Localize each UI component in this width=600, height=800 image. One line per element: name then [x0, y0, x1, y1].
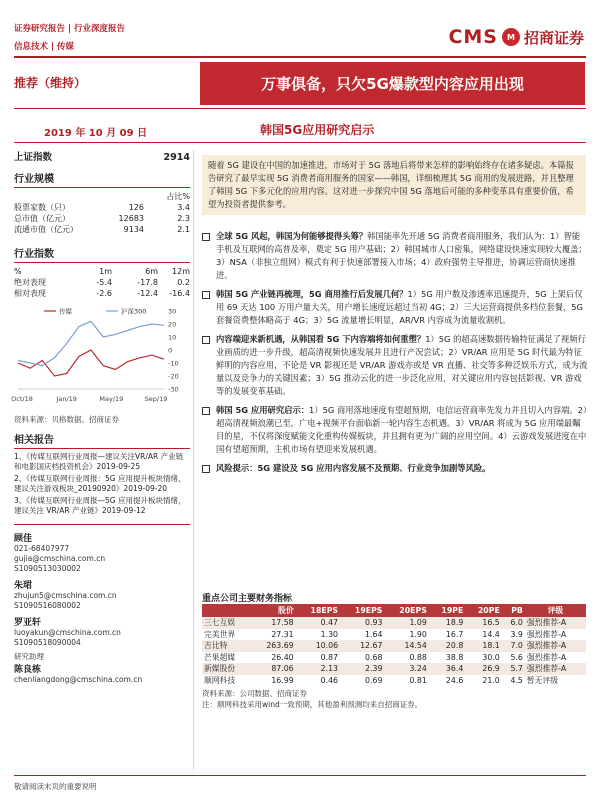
- fin-table-cell: 0.93: [340, 617, 384, 629]
- fin-table-cell: 0.69: [365, 675, 383, 685]
- key-point: [202, 404, 588, 456]
- key-points: [202, 230, 588, 481]
- fin-table-cell: 18.9: [429, 617, 465, 629]
- fin-table-cell: 26.40: [271, 652, 294, 662]
- fin-table-cell: 5.7: [502, 663, 525, 675]
- industry-scale-row: 股票家数（只） 126 3.4: [14, 203, 190, 212]
- fin-table-cell: 6.0: [502, 617, 525, 629]
- key-point-text: 1）5G 的超高速数据传输特征满足了视频行业画质的进一步升级，超高清视频快速发展并且进行产况尝试；2）VR/AR 应用是 5G 时代最为特征鲜明的内容应用，不论是 VR 影视还是 VR/AR 游戏亦或是 VR 直播、社交等多种泛娱乐方式，成为流量以及竞争力的关键因素；3）5G 推动云化的进一步泛化应用，对关键应用内容包括影视、VR 游戏等的发展变革基础。: [216, 334, 588, 396]
- fin-table-cell: 0.46: [320, 675, 339, 685]
- fin-table-cell: 18.1: [465, 640, 501, 652]
- related-report-item[interactable]: 2、《传媒互联网行业周报：5G 应用提升板块情绪，建议关注游戏板块_20190920》2019-09-20: [14, 474, 186, 493]
- fin-table-header: 股价 18EPS 19EPS 20EPS 19PE 20PE PB 评级: [202, 604, 586, 617]
- industry-index-chart: [11, 303, 190, 409]
- company-name-cell: 完美世界: [204, 629, 236, 639]
- fin-table-cell: 16.7: [445, 629, 464, 639]
- industry-scale-row: 流通市值（亿元） 9134 2.1: [14, 225, 190, 234]
- key-point-text: 5G 建设及 5G 应用内容发展不及预期、行业竞争加剧等风险。: [257, 463, 491, 473]
- fin-table-cell: 2.13: [296, 663, 340, 675]
- company-name-cell: 顺网科技: [204, 675, 236, 685]
- fin-table-note: 注：顺网科技采用wind一致预期，其他盈利预测均来自招商证券。: [202, 700, 423, 709]
- series-line-2: [18, 321, 164, 365]
- related-report-item[interactable]: 1、《传媒互联网行业周报—建议关注VR/AR 产业链和电影国庆档投资机会》2019-09-25: [14, 452, 184, 471]
- checkbox-bullet-icon: [202, 233, 210, 241]
- y-tick-label: -10: [168, 359, 179, 368]
- analyst-email[interactable]: luoyakun@cmschina.com.cn: [14, 628, 121, 637]
- analyst-email[interactable]: gujia@cmschina.com.cn: [14, 554, 106, 563]
- fin-table-cell: 0.68: [365, 652, 383, 662]
- analyst-name: 朱珺: [14, 581, 33, 591]
- key-point: [202, 230, 588, 282]
- y-tick-label: 20: [168, 320, 177, 329]
- fin-table-cell: 17.58: [252, 617, 296, 629]
- fin-table-cell: 强烈推荐-A: [525, 640, 586, 652]
- x-tick-label: Jan/19: [56, 395, 77, 403]
- index-row: [14, 152, 190, 164]
- fin-table-cell: 2.39: [340, 663, 384, 675]
- fin-table-cell: 263.69: [252, 640, 296, 652]
- y-tick-label: 0: [168, 346, 173, 355]
- fin-table-cell: 12.67: [340, 640, 384, 652]
- fin-table-cell: 强烈推荐-A: [526, 652, 567, 662]
- industry-index-heading: 行业指数: [14, 245, 190, 263]
- series-line-1: [18, 350, 164, 376]
- footer-rule: [14, 775, 586, 776]
- fin-table-row: [202, 652, 586, 664]
- fin-table-cell: 3.24: [384, 663, 428, 675]
- fin-table-cell: 16.99: [271, 675, 294, 685]
- y-tick-label: 30: [168, 307, 177, 316]
- report-date: 2019 年 10 月 09 日: [44, 128, 148, 139]
- report-title: 万事俱备，只欠5G爆款型内容应用出现: [261, 75, 524, 93]
- logo-chinese: 招商证券: [523, 28, 584, 47]
- logo-badge-icon: M: [502, 28, 520, 46]
- fin-table-cell: 1.30: [320, 629, 339, 639]
- assistant-email[interactable]: chenliangdong@cmschina.com.cn: [14, 675, 143, 684]
- industry-scale-heading: 行业规模: [14, 170, 190, 188]
- x-tick-label: May/19: [99, 395, 124, 403]
- related-reports-heading: 相关报告: [14, 431, 190, 449]
- fin-table-cell: 1.09: [384, 617, 428, 629]
- fin-table-row: [202, 617, 586, 629]
- fin-table-cell: 3.9: [510, 629, 523, 639]
- sector-line: 信息技术 | 传媒: [14, 42, 75, 52]
- analyst-name: 顾佳: [14, 534, 33, 544]
- fin-table-cell: 38.8: [445, 652, 464, 662]
- fin-table-cell: 4.5: [510, 675, 523, 685]
- y-tick-label: -20: [168, 372, 179, 381]
- fin-table-row: [202, 663, 586, 675]
- fin-table-cell: 强烈推荐-A: [526, 629, 567, 639]
- analyst-cert: S1090518090004: [14, 638, 81, 647]
- fin-table-cell: 30.0: [482, 652, 500, 662]
- header-rule: [14, 56, 586, 58]
- analyst-name: 罗亚轩: [14, 618, 42, 628]
- fin-table-row: [202, 629, 586, 641]
- x-tick-label: Oct/18: [11, 395, 33, 403]
- fin-table-cell: 强烈推荐-A: [525, 617, 586, 629]
- fin-table-cell: 16.5: [465, 617, 501, 629]
- key-point-heading: 韩国 5G 应用研究启示：: [216, 405, 310, 415]
- analyst-block: [14, 524, 190, 685]
- analyst-email[interactable]: zhujun5@cmschina.com.cn: [14, 591, 117, 600]
- industry-scale-header: [14, 191, 190, 202]
- fin-table-cell: 14.4: [482, 629, 500, 639]
- footer-disclaimer: 敬请阅读末页的重要说明: [14, 782, 97, 791]
- fin-table-row: [202, 640, 586, 652]
- assistant-label: 研究助理: [14, 652, 44, 661]
- fin-table: [202, 604, 586, 686]
- key-point-text: 1）5G 商用落地速度有望超预期，电信运营商率先发力并且切入内容端。2）超高清视频浪潮已至，广电+视频平台面临新一轮内容生态机遇。3）VR/AR 将成为 5G 应用端最瞩目的星，不仅将深度赋能文化重构传媒板块，并且拥有更为广阔的应用空间。4）云游戏发展进度在中国有望超预期，主机市场有望迎来发展机遇。: [216, 405, 588, 454]
- column-divider: [193, 150, 194, 770]
- fin-table-cell: 1.90: [409, 629, 427, 639]
- cms-logo: [448, 26, 584, 48]
- company-name-cell: 芒果超媒: [204, 652, 236, 662]
- index-value: 2914: [163, 152, 190, 163]
- fin-table-title: 重点公司主要财务指标: [202, 594, 293, 604]
- company-name-cell: 三七互娱: [202, 617, 252, 629]
- key-point-text: 韩国能率先开通 5G 消费者商用服务，我们认为：1）智能手机及互联网的高普及率，奠定 5G 用户基础；2）韩国城市人口密集，网络建设快速实现较大覆盖；3）NSA（非独立组网）模式有利于快速部署接入市场；4）政府强势主导推进，协调运营商快速推进。: [216, 231, 587, 280]
- fin-table-cell: 暂无评级: [526, 675, 559, 685]
- legend-label: 传媒: [59, 307, 72, 316]
- fin-table-row: [202, 675, 586, 687]
- y-tick-label: -30: [168, 385, 179, 394]
- industry-scale-row: 总市值（亿元） 12683 2.3: [14, 214, 190, 223]
- index-label: 上证指数: [14, 152, 53, 163]
- summary-text: 随着 5G 建设在中国的加速推进，市场对于 5G 落地后将带来怎样的影响始终存在诸多疑虑。本篇报告研究了最早实现 5G 消费者商用服务的国家——韩国，详细梳理其 5G 商用的发展进路，并且整理了韩国 5G 下多元化的应用内容。这对进一步探究中国 5G 落地后可能的多种变革具有重要价值，希望为投资者提供参考。: [208, 160, 574, 209]
- industry-index-row: 绝对表现 -5.4 -17.8 0.2: [14, 278, 190, 287]
- legend-label: 沪深300: [121, 307, 147, 316]
- fin-table-cell: 87.06: [252, 663, 296, 675]
- y-tick-label: 10: [168, 333, 177, 342]
- key-point-heading: 内容端迎来新机遇，从韩国看 5G 下内容端将如何重塑？: [216, 334, 426, 344]
- fin-table-cell: 1.64: [365, 629, 383, 639]
- pct-col-header: 占比%: [166, 192, 190, 201]
- fin-table-cell: 7.0: [502, 640, 525, 652]
- related-report-item[interactable]: 3、《传媒互联网行业周报—5G 应用提升板块情绪，建议关注 VR/AR 产业链》2019-09-12: [14, 496, 186, 515]
- key-point-text: 1）5G 用户数及渗透率迅速提升，5G 上架后仅用 69 天达 100 万用户量大关，用户增长速度远超过当初 4G；2）三大运营商提供多档位套餐，5G 套餐资费整体略高于 4G；3）5G 流量增长明显，AR/VR 内容成为流量收割机。: [216, 289, 583, 325]
- analyst-cert: S1090516080002: [14, 601, 81, 610]
- fin-table-cell: 0.88: [409, 652, 427, 662]
- checkbox-bullet-icon: [202, 407, 210, 415]
- company-name-cell: 吉比特: [202, 640, 252, 652]
- checkbox-bullet-icon: [202, 336, 210, 344]
- fin-table-cell: 10.06: [296, 640, 340, 652]
- checkbox-bullet-icon: [202, 465, 210, 473]
- fin-table-cell: 26.9: [465, 663, 501, 675]
- summary-box: [202, 155, 586, 215]
- fin-table-cell: 0.81: [409, 675, 427, 685]
- checkbox-bullet-icon: [202, 291, 210, 299]
- fin-table-cell: 5.6: [510, 652, 523, 662]
- title-rule: [14, 108, 586, 109]
- report-type-line: 证券研究报告 | 行业深度报告: [14, 24, 126, 34]
- key-point: [202, 288, 588, 327]
- analyst-phone: 021-68407977: [14, 544, 70, 553]
- fin-table-cell: 21.0: [482, 675, 500, 685]
- industry-index-header: % 1m 6m 12m: [14, 267, 190, 276]
- x-tick-label: Sep/19: [144, 395, 168, 403]
- report-subtitle: 韩国5G应用研究启示: [260, 123, 375, 137]
- industry-index-row: 相对表现 -2.6 -12.4 -16.4: [14, 289, 190, 298]
- company-name-cell: 新媒股份: [202, 663, 252, 675]
- key-point-heading: 全球 5G 风起，韩国为何能够提得头筹？: [216, 231, 368, 241]
- logo-latin: CMS: [448, 26, 498, 48]
- rating: 推荐（维持）: [14, 76, 87, 90]
- fin-table-cell: 0.87: [320, 652, 339, 662]
- assistant-name: 陈良栋: [14, 665, 42, 675]
- chart-source: 资料来源：贝格数据、招商证券: [14, 415, 119, 424]
- fin-table-cell: 27.31: [271, 629, 294, 639]
- key-point-heading: 韩国 5G 产业链再梳理，5G 商用推行后发展几何？: [216, 289, 408, 299]
- fin-table-cell: 14.54: [384, 640, 428, 652]
- key-point: [202, 462, 588, 475]
- fin-table-source: 资料来源：公司数据、招商证券: [202, 689, 307, 698]
- fin-table-cell: 强烈推荐-A: [525, 663, 586, 675]
- fin-table-cell: 0.47: [296, 617, 340, 629]
- fin-table-cell: 24.6: [445, 675, 464, 685]
- key-point-heading: 风险提示：: [216, 463, 258, 473]
- key-point: [202, 333, 588, 398]
- analyst-cert: S1090513030002: [14, 564, 81, 573]
- fin-table-cell: 20.8: [429, 640, 465, 652]
- sidebar: [11, 152, 190, 685]
- title-banner: [200, 62, 585, 105]
- subtitle-rule: [14, 142, 586, 143]
- fin-table-cell: 36.4: [429, 663, 465, 675]
